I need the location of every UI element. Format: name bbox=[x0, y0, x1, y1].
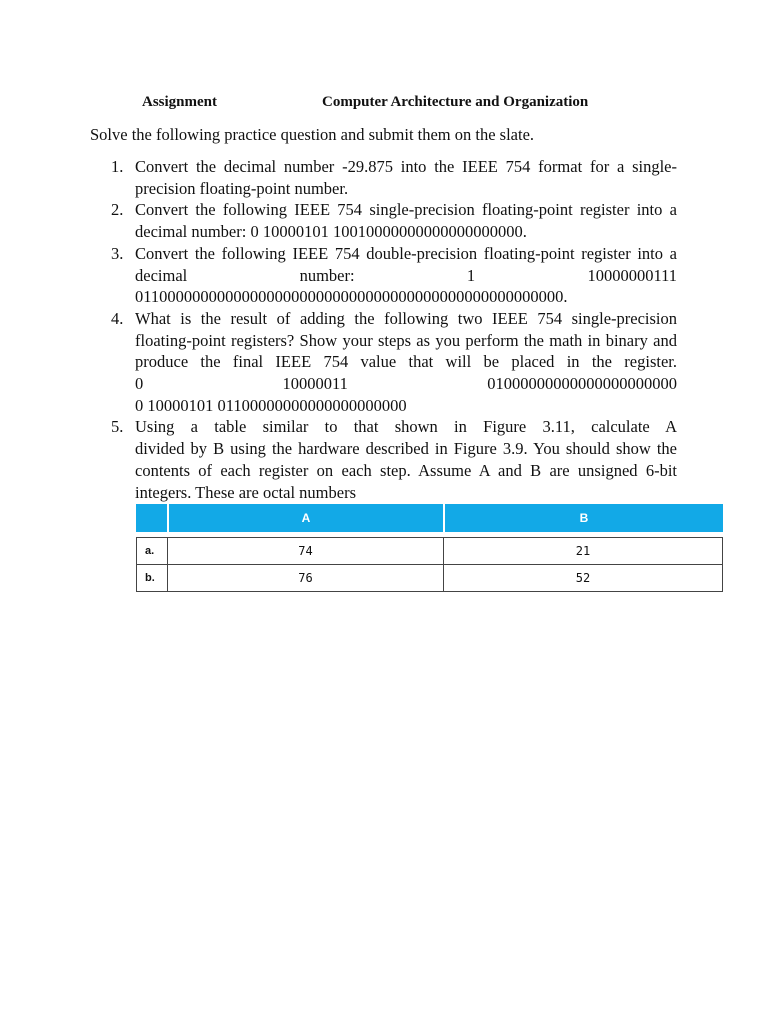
intro-text: Solve the following practice question and submit them on the slate. bbox=[90, 125, 535, 144]
question-line: floating-point registers? Show your steps as you perform the math in binary and bbox=[135, 330, 677, 350]
question-5 bbox=[111, 416, 677, 503]
question-1 bbox=[111, 156, 677, 199]
question-spread-line bbox=[135, 265, 677, 287]
spread-word: 01000000000000000000000 bbox=[487, 374, 677, 394]
question-line: contents of each register on each step. Assume A and B are unsigned 6-bit bbox=[135, 460, 677, 480]
question-number: 5. bbox=[111, 417, 124, 437]
question-number: 3. bbox=[111, 243, 124, 263]
question-4 bbox=[111, 308, 677, 417]
question-line: produce the final IEEE 754 value that will be placed in the register. bbox=[135, 352, 677, 372]
question-line: decimal number: 0 10000101 10010000000000000000000. bbox=[135, 222, 527, 242]
cell-a: 74 bbox=[168, 538, 444, 564]
question-list bbox=[111, 156, 677, 503]
spread-word: 10000011 bbox=[282, 374, 348, 394]
question-line: Convert the decimal number -29.875 into the IEEE 754 format for a single- bbox=[135, 157, 677, 176]
course-title: Computer Architecture and Organization bbox=[322, 94, 589, 110]
row-label: a. bbox=[137, 538, 168, 564]
question-spread-line bbox=[135, 373, 677, 395]
question-number: 1. bbox=[111, 157, 124, 176]
question-line: 0110000000000000000000000000000000000000000000000000. bbox=[135, 287, 568, 307]
octal-numbers-table bbox=[136, 504, 723, 592]
question-3 bbox=[111, 243, 677, 308]
question-number: 2. bbox=[111, 200, 124, 220]
spread-word: decimal bbox=[135, 265, 188, 285]
question-line: Using a table similar to that shown in Figure 3.11, calculate A bbox=[135, 417, 677, 437]
table-header-cell bbox=[136, 504, 169, 532]
table-row bbox=[136, 565, 723, 592]
spread-word: 0 bbox=[135, 374, 144, 394]
question-line: Convert the following IEEE 754 double-precision floating-point register into a bbox=[135, 243, 677, 263]
question-line: precision floating-point number. bbox=[135, 178, 349, 198]
table-header-cell-b: B bbox=[579, 511, 589, 525]
question-line: What is the result of adding the following two IEEE 754 single-precision bbox=[135, 308, 677, 328]
question-number: 4. bbox=[111, 308, 124, 328]
spread-word: 10000000111 bbox=[587, 265, 677, 285]
assignment-label: Assignment bbox=[142, 94, 218, 110]
row-label: b. bbox=[137, 565, 168, 591]
table-row bbox=[136, 537, 723, 565]
question-line: divided by B using the hardware described in Figure 3.9. You should show the bbox=[135, 439, 677, 459]
table-header-cell-a: A bbox=[169, 504, 445, 532]
question-2 bbox=[111, 199, 677, 242]
question-line: Convert the following IEEE 754 single-precision floating-point register into a bbox=[135, 200, 677, 220]
question-line: 0 10000101 01100000000000000000000 bbox=[135, 395, 407, 415]
cell-a: 76 bbox=[168, 565, 444, 591]
cell-b: 21 bbox=[575, 544, 591, 558]
spread-word: number: bbox=[299, 265, 355, 285]
spread-word: 1 bbox=[466, 265, 476, 285]
question-line: integers. These are octal numbers bbox=[135, 482, 356, 502]
cell-b: 52 bbox=[575, 571, 591, 585]
table-header bbox=[136, 504, 723, 532]
